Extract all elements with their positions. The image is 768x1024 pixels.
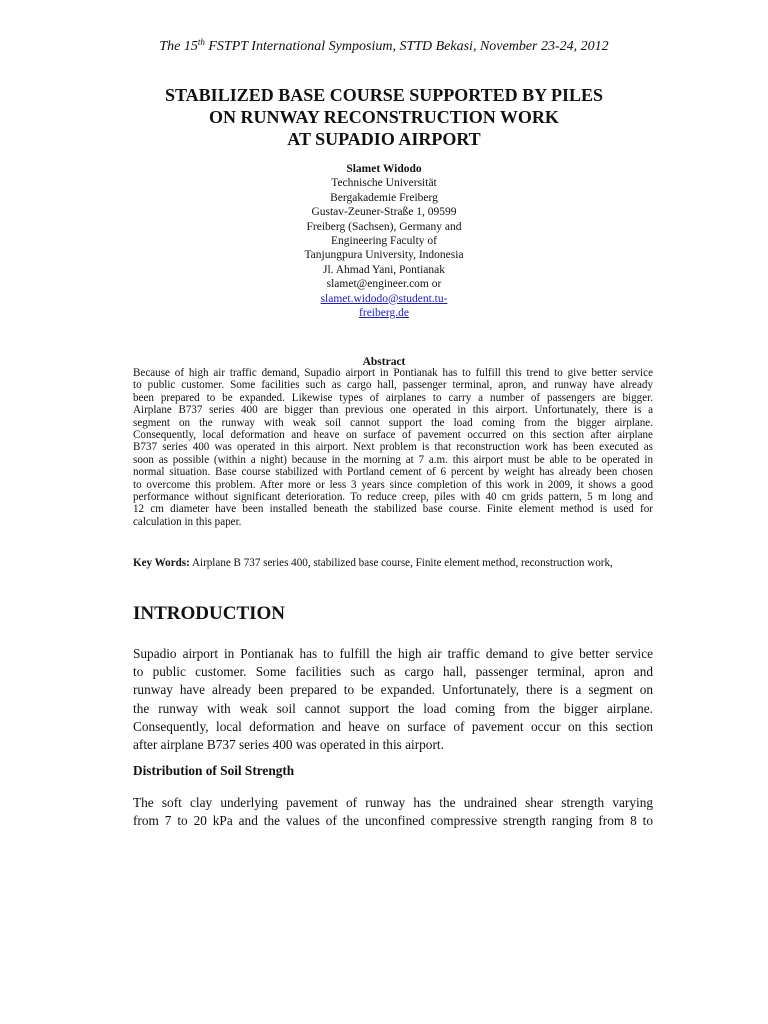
running-header: [0, 38, 768, 56]
abstract-line: 12 cm diameter have been installed beneath the stabilized base course. Finite element method is used for: [133, 503, 653, 516]
paragraph-line: Consequently, local deformation and heave on surface of pavement occur on this section: [133, 718, 653, 734]
title-line: ON RUNWAY RECONSTRUCTION WORK: [209, 107, 559, 127]
author-block: [0, 162, 768, 320]
abstract-heading: Abstract: [362, 356, 406, 368]
keywords-label: Key Words:: [133, 557, 190, 569]
email-link-continuation[interactable]: freiberg.de: [359, 307, 409, 320]
email-link[interactable]: slamet.widodo@student.tu-: [320, 292, 448, 305]
header-suffix: FSTPT International Symposium, STTD Bekasi, November 23-24, 2012: [204, 39, 609, 54]
abstract-line: soon as possible (within a night) because in the morning at 7 a.m. this airport must be able to be operated in: [133, 453, 653, 466]
header-superscript: th: [197, 37, 205, 47]
keywords: [133, 556, 673, 570]
paragraph-line: the runway with weak soil cannot support the load coming from the bigger airplane.: [133, 700, 653, 716]
abstract-line: B737 series 400 was operated in this airport. Next problem is that reconstruction work has been executed as: [133, 441, 653, 454]
abstract-line: performance without significant deterioration. To reduce creep, piles with 40 cm grids pattern, 5 m long and: [133, 491, 653, 504]
abstract-line: to public customer. Some facilities such as cargo hall, passenger terminal, apron, and runway have already: [133, 379, 653, 392]
abstract-line: to overcome this problem. After more or less 3 years since completion of this work in 2009, it shows a good: [133, 478, 653, 491]
abstract-line: normal situation. Base course stabilized with Portland cement of 6 percent by weight has already been chosen: [133, 466, 653, 479]
paper-title: [0, 84, 768, 150]
affiliation-line: Freiberg (Sachsen), Germany and: [306, 220, 462, 233]
affiliation-line: Bergakademie Freiberg: [330, 191, 438, 204]
introduction-paragraph: [133, 645, 653, 754]
paragraph-line: The soft clay underlying pavement of runway has the undrained shear strength varying: [133, 795, 653, 810]
affiliation-line: Jl. Ahmad Yani, Pontianak: [322, 263, 446, 276]
paragraph-line: after airplane B737 series 400 was operated in this airport.: [133, 737, 444, 753]
abstract-line: Airplane B737 series 400 are bigger than previous one operated in this airport. Unfortunately, there is a: [133, 404, 653, 417]
title-line: AT SUPADIO AIRPORT: [287, 129, 481, 149]
abstract-line: been prepared to be expanded. Likewise types of airplanes to carry a number of passengers are bigger.: [133, 391, 653, 404]
paragraph-line: Supadio airport in Pontianak has to fulfill the high air traffic demand to give better service: [133, 646, 653, 661]
paragraph-line: from 7 to 20 kPa and the values of the unconfined compressive strength ranging from 8 to: [133, 813, 653, 829]
abstract-line: Consequently, local deformation and heave on surface of pavement occurred on this section after airplane: [133, 429, 653, 442]
subsection-heading-soil-strength: Distribution of Soil Strength: [133, 763, 295, 778]
affiliation-line: Technische Universität: [331, 177, 437, 190]
abstract-body: [133, 367, 653, 528]
affiliation-line: slamet@engineer.com or: [326, 278, 442, 291]
abstract-line: segment on the runway with weak soil cannot support the load coming from the bigger airplane.: [133, 416, 653, 429]
title-line: STABILIZED BASE COURSE SUPPORTED BY PILES: [165, 85, 603, 105]
section-heading-introduction: INTRODUCTION: [133, 603, 286, 624]
paragraph-line: runway have already been prepared to be expanded. Unfortunately, there is a segment on: [133, 682, 653, 698]
header-prefix: The 15: [159, 39, 198, 54]
soil-strength-paragraph: [133, 794, 653, 830]
affiliation-line: Tanjungpura University, Indonesia: [304, 249, 464, 262]
affiliation-line: Engineering Faculty of: [330, 235, 438, 248]
author-name: Slamet Widodo: [346, 163, 422, 175]
affiliation-line: Gustav-Zeuner-Straße 1, 09599: [311, 206, 457, 219]
abstract-line: calculation in this paper.: [133, 515, 242, 528]
paragraph-line: to public customer. Some facilities such as cargo hall, passenger terminal, apron and: [133, 664, 653, 680]
keywords-text: Airplane B 737 series 400, stabilized base course, Finite element method, reconstruction work,: [189, 557, 613, 569]
abstract-line: Because of high air traffic demand, Supadio airport in Pontianak has to fulfill this trend to give better service: [133, 367, 653, 379]
